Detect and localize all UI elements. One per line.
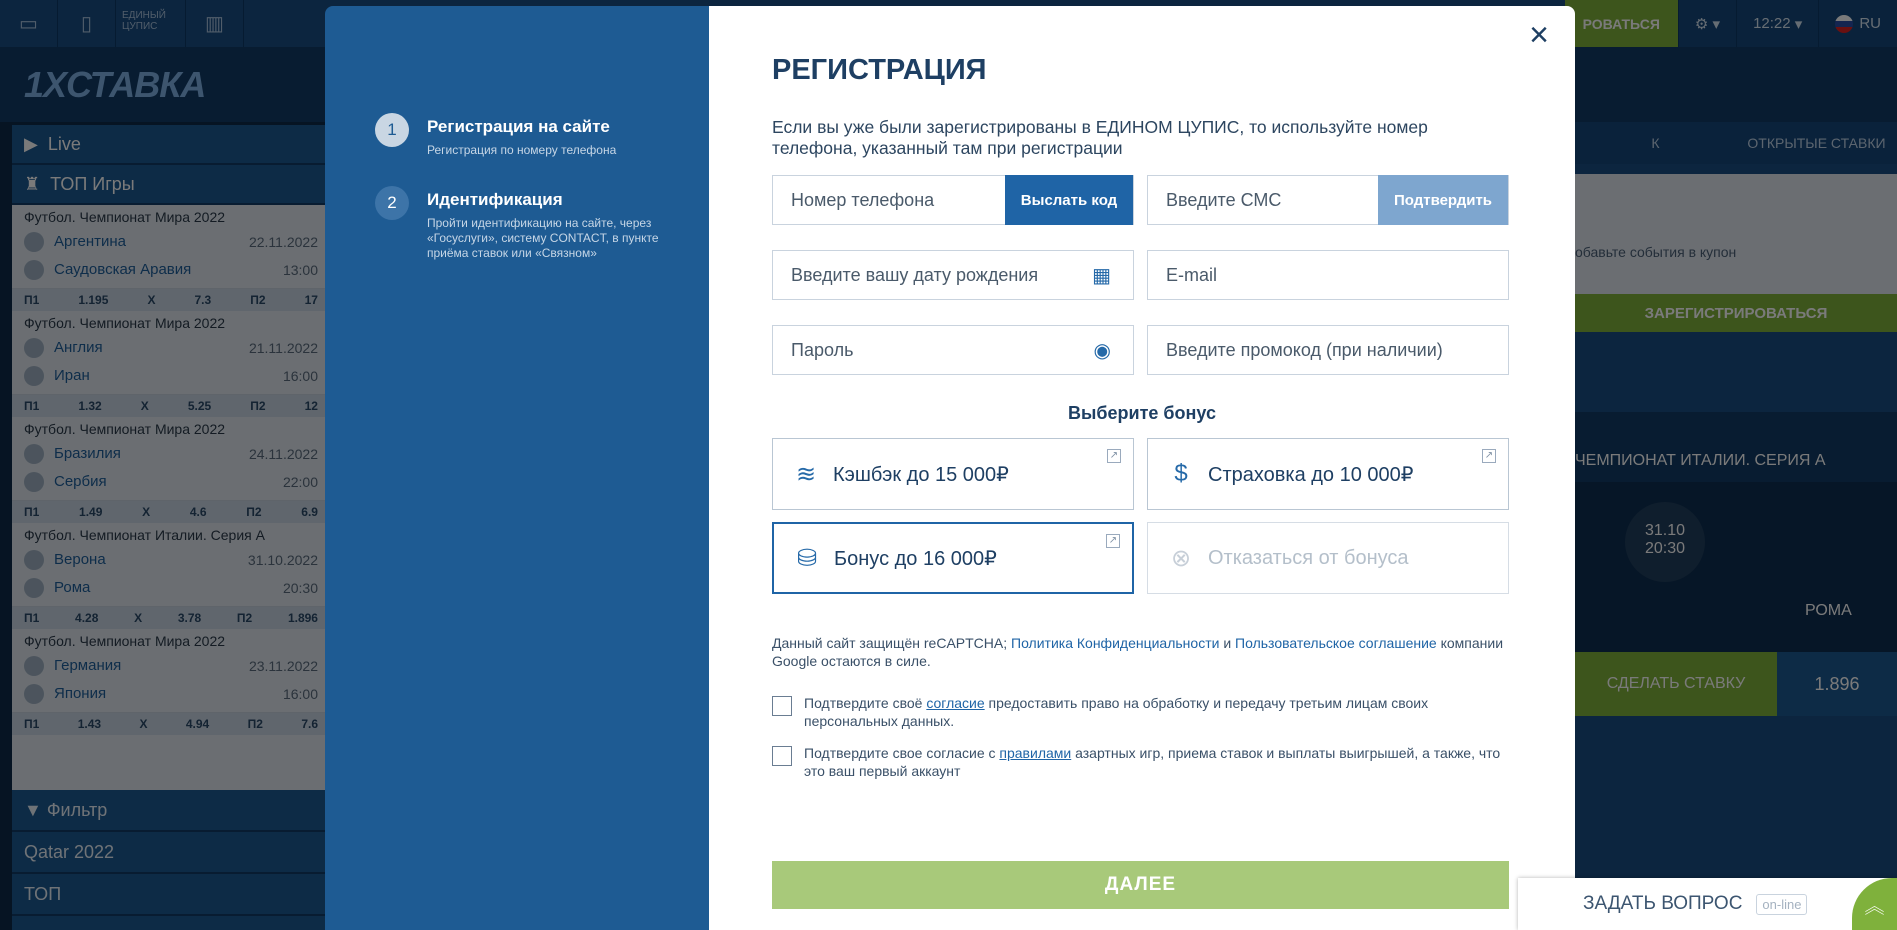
bonus-decline[interactable]	[1147, 522, 1509, 594]
phone-placeholder: Номер телефона	[791, 189, 935, 210]
registration-form	[709, 6, 1575, 930]
rules-link[interactable]: правилами	[999, 745, 1072, 761]
registration-modal	[325, 6, 1575, 930]
external-link-icon[interactable]: ↗	[1106, 534, 1120, 548]
recaptcha-notice	[772, 634, 1512, 670]
send-code-button[interactable]: Выслать код	[1005, 175, 1133, 225]
consent-rules	[772, 744, 1512, 780]
chat-widget[interactable]	[1518, 878, 1897, 930]
bonus-insurance[interactable]	[1147, 438, 1509, 510]
step-1	[375, 113, 709, 158]
modal-title: РЕГИСТРАЦИЯ	[772, 54, 987, 86]
consent-personal-data	[772, 694, 1512, 730]
cupis-info: Если вы уже были зарегистрированы в ЕДИНОМ ЦУПИС, то используйте номер телефона, указанный там при регистрации	[772, 117, 1428, 158]
rules-checkbox[interactable]	[772, 746, 792, 766]
bonus-label: Бонус до 16 000₽	[834, 547, 997, 570]
calendar-icon[interactable]: ▦	[1092, 264, 1111, 287]
step-subtitle: Пройти идентификацию на сайте, через «Госуслуги», систему CONTACT, в пункте приёма ставок или «Связном»	[427, 216, 659, 260]
consent-text: предоставить право на обработку и передачу третьим лицам своих персональных данных.	[804, 695, 1429, 729]
consent-link[interactable]: согласие	[926, 695, 985, 711]
promo-field[interactable]	[1147, 325, 1509, 375]
chat-label: ЗАДАТЬ ВОПРОС	[1583, 893, 1743, 914]
promo-placeholder: Введите промокод (при наличии)	[1166, 339, 1443, 360]
sms-field[interactable]	[1147, 175, 1509, 225]
step-number: 1	[375, 113, 409, 147]
next-button[interactable]: ДАЛЕЕ	[772, 861, 1509, 909]
privacy-policy-link[interactable]: Политика Конфиденциальности	[1011, 635, 1220, 651]
bonus-label: Отказаться от бонуса	[1208, 546, 1409, 569]
bonus-cashback[interactable]	[772, 438, 1134, 510]
document-icon: $	[1174, 460, 1188, 487]
bonus-label: Страховка до 10 000₽	[1208, 463, 1414, 486]
password-placeholder: Пароль	[791, 339, 854, 360]
sms-placeholder: Введите СМС	[1166, 189, 1282, 210]
registration-steps	[325, 6, 709, 930]
bonus-title: Выберите бонус	[1068, 403, 1216, 423]
legal-text: компании Google остаются в силе.	[772, 635, 1504, 669]
legal-text: и	[1219, 635, 1236, 651]
step-subtitle: Регистрация по номеру телефона	[427, 143, 617, 157]
close-icon[interactable]: ×	[1529, 16, 1549, 54]
legal-text: Данный сайт защищён reCAPTCHA;	[772, 635, 1012, 651]
eye-icon[interactable]: ◉	[1093, 339, 1111, 362]
bonus-deposit[interactable]	[772, 522, 1134, 594]
cancel-icon: ⊗	[1170, 545, 1192, 572]
external-link-icon[interactable]: ↗	[1107, 449, 1121, 463]
external-link-icon[interactable]: ↗	[1482, 449, 1496, 463]
email-field[interactable]	[1147, 250, 1509, 300]
terms-link[interactable]: Пользовательское соглашение	[1235, 635, 1437, 651]
chevron-up-icon[interactable]: ︽	[1852, 878, 1897, 930]
step-title: Идентификация	[427, 190, 563, 209]
step-number: 2	[375, 186, 409, 220]
birthdate-placeholder: Введите вашу дату рождения	[791, 264, 1039, 285]
consent-text: Подтвердите свое согласие с	[804, 745, 1000, 761]
bonus-icon: ⛁	[796, 545, 818, 572]
step-title: Регистрация на сайте	[427, 117, 610, 136]
phone-field[interactable]	[772, 175, 1134, 225]
bonus-label: Кэшбэк до 15 000₽	[833, 463, 1009, 486]
birthdate-field[interactable]	[772, 250, 1134, 300]
consent-text: Подтвердите своё	[804, 695, 927, 711]
password-field[interactable]	[772, 325, 1134, 375]
confirm-sms-button[interactable]: Подтвердить	[1378, 175, 1508, 225]
step-2	[375, 186, 709, 261]
email-placeholder: E-mail	[1166, 264, 1218, 285]
consent-text: азартных игр, приема ставок и выплаты выигрышей, а также, что это ваш первый аккаунт	[804, 745, 1501, 779]
coins-icon: ≋	[795, 461, 817, 488]
consent-checkbox[interactable]	[772, 696, 792, 716]
online-badge: on-line	[1756, 894, 1807, 915]
